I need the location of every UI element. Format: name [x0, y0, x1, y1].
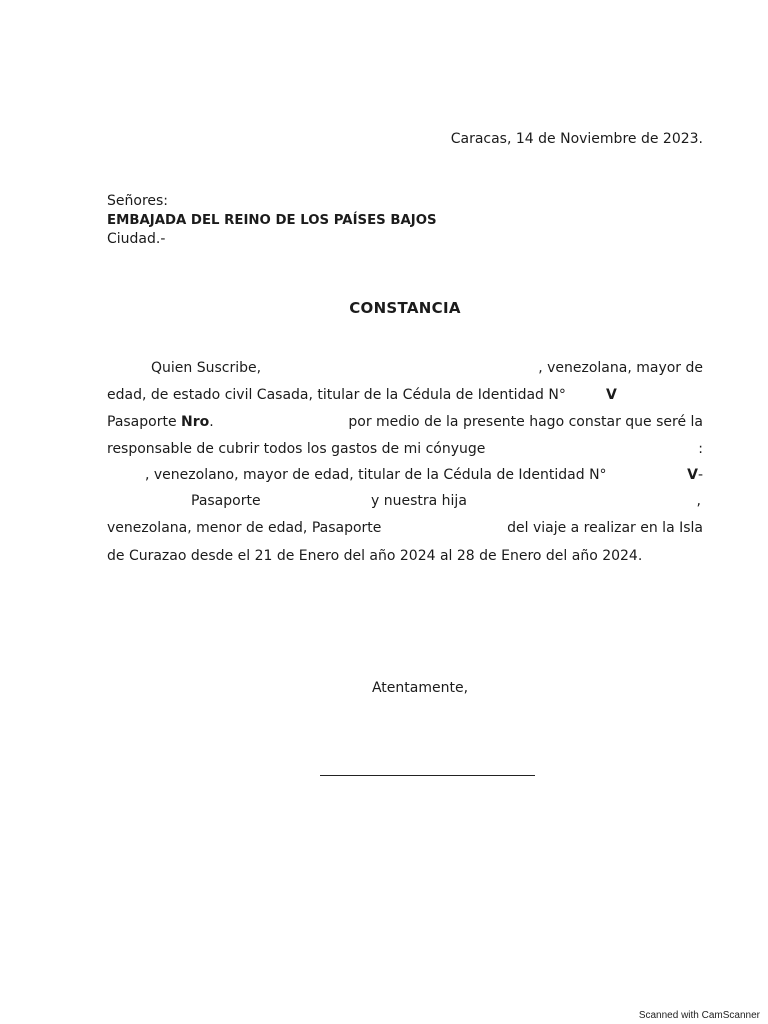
body-line-2 — [107, 385, 703, 405]
body-text: por medio de la presente hago constar que seré la — [348, 414, 703, 430]
body-text: responsable de cubrir todos los gastos de mi cónyuge — [107, 441, 486, 457]
letter-date: Caracas, 14 de Noviembre de 2023. — [450, 131, 703, 147]
id-prefix: V — [687, 467, 698, 483]
document-title: CONSTANCIA — [349, 299, 461, 317]
salutation: Señores: — [107, 193, 169, 209]
body-line-4 — [107, 439, 703, 459]
body-text: Quien Suscribe, — [151, 360, 262, 376]
signature-line — [320, 775, 535, 776]
passport-label: Pasaporte — [107, 414, 177, 430]
body-text: venezolana, menor de edad, Pasaporte — [107, 520, 382, 536]
body-text: : — [698, 441, 703, 457]
recipient-name: EMBAJADA DEL REINO DE LOS PAÍSES BAJOS — [107, 213, 437, 228]
body-line-7 — [107, 518, 703, 538]
body-line-5 — [107, 465, 703, 485]
body-text: , venezolano, mayor de edad, titular de la Cédula de Identidad N° — [145, 467, 607, 483]
passport-number-label: Nro — [181, 414, 210, 430]
scanner-watermark: Scanned with CamScanner — [638, 1010, 760, 1021]
recipient-city: Ciudad.- — [107, 231, 166, 247]
body-text — [687, 465, 703, 485]
closing-text: Atentamente, — [371, 680, 469, 696]
body-line-8 — [107, 546, 703, 566]
body-text: edad, de estado civil Casada, titular de la Cédula de Identidad N° — [107, 387, 566, 403]
body-text: de Curazao desde el 21 de Enero del año 2024 al 28 de Enero del año 2024. — [107, 548, 643, 564]
body-text: - — [697, 467, 703, 483]
body-line-6 — [107, 491, 703, 511]
id-prefix: V — [606, 387, 617, 403]
passport-label: Pasaporte — [191, 493, 261, 509]
body-line-1 — [107, 358, 703, 378]
body-text: , venezolana, mayor de — [538, 360, 703, 376]
body-text: y nuestra hija — [371, 493, 467, 509]
body-text — [107, 412, 214, 432]
body-text: . — [209, 414, 214, 430]
body-text: , — [696, 493, 701, 509]
body-text: del viaje a realizar en la Isla — [507, 520, 703, 536]
body-line-3 — [107, 412, 703, 432]
addressee-block — [107, 192, 437, 249]
